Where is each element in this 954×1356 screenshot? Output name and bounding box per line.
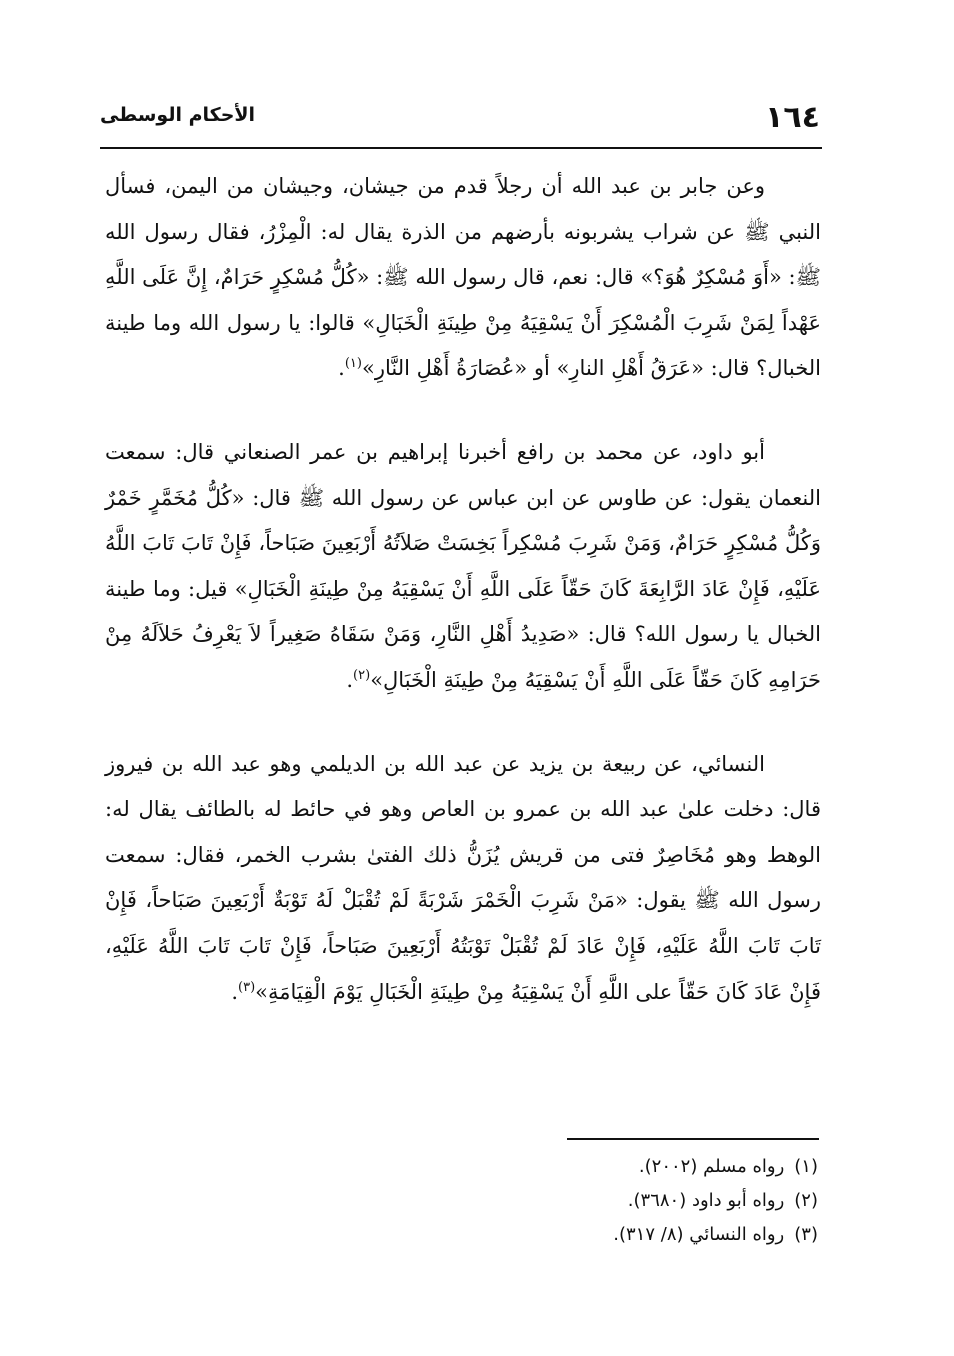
- footnote-item: [500, 1150, 818, 1184]
- footnote-reference: (٣): [238, 979, 256, 995]
- page-header: [100, 100, 820, 140]
- paragraph-abu-dawud-hadith: [105, 430, 821, 704]
- footnote-reference: (٢): [353, 667, 371, 683]
- paragraph-end: .: [231, 979, 238, 1004]
- footnote-number: (٣): [794, 1224, 818, 1245]
- footnote-item: [500, 1184, 818, 1218]
- footnote-text: رواه مسلم (٢٠٠٢).: [638, 1156, 785, 1177]
- paragraph-text: أبو داود، عن محمد بن رافع أخبرنا إبراهيم بن عمر الصنعاني قال: سمعت النعمان يقول: عن طاوس عن ابن عباس عن رسول الله ﷺ قال: «كُلُّ مُخَمَّرٍ خَمْرٌ وَكُلُّ مُسْكِرٍ حَرَامٌ، وَمَنْ شَرِبَ مُسْكِراً بَخِسَتْ صَلاَتُهُ أَرْبَعِينَ صَبَاحاً، فَإِنْ تَابَ تَابَ اللَّهُ عَلَيْهِ، فَإِنْ عَادَ الرَّابِعَةَ كَانَ حَقّاً عَلَى اللَّهِ أَنْ يَسْقِيَهُ مِنْ طِينَةِ الْخَبَالِ» قيل: وما طينة الخبال يا رسول الله؟ قال: «صَدِيدُ أَهْلِ النَّارِ، وَمَنْ سَقَاهُ صَغِيراً لاَ يَعْرِفُ حَلاَلَهُ مِنْ حَرَامِهِ كَانَ حَقّاً عَلَى اللَّهِ أَنْ يَسْقِيَهُ مِنْ طِينَةِ الْخَبَالِ»: [105, 439, 821, 692]
- paragraph-text: النسائي، عن ربيعة بن يزيد عن عبد الله بن الديلمي وهو عبد الله بن فيروز قال: دخلت علىٰ عبد الله بن عمرو بن العاص وهو في حائط له بالطائف يقال له: الوهط وهو مُخَاصِرٌ فتى من قريش يُزَنُّ ذلك الفتىٰ بشرب الخمر، فقال: سمعت رسول الله ﷺ يقول: «مَنْ شَرِبَ الْخَمْرَ شَرْبَةً لَمْ تُقْبَلْ لَهُ تَوْبَةٌ أَرْبَعِينَ صَبَاحاً، فَإِنْ تَابَ تَابَ اللَّهُ عَلَيْهِ، فَإِنْ عَادَ لَمْ تُقْبَلْ تَوْبَتُهُ أَرْبَعِينَ صَبَاحاً، فَإِنْ تَابَ تَابَ اللَّهُ عَلَيْهِ، فَإِنْ عَادَ كَانَ حَقّاً على اللَّهِ أَنْ يَسْقِيَهُ مِنْ طِينَةِ الْخَبَالِ يَوْمَ الْقِيَامَةِ»: [105, 751, 821, 1004]
- footnote-number: (١): [794, 1156, 818, 1177]
- header-divider: [100, 147, 822, 149]
- footnote-item: [500, 1218, 818, 1252]
- page-number: ١٦٤: [765, 100, 820, 135]
- footnote-divider: [567, 1138, 819, 1140]
- footnote-number: (٢): [794, 1190, 818, 1211]
- paragraph-text: وعن جابر بن عبد الله أن رجلاً قدم من جيشان، وجيشان من اليمن، فسأل النبي ﷺ عن شراب يشربونه بأرضهم من الذرة يقال له: الْمِزْرُ، فقال رسول الله ﷺ: «أَوَ مُسْكِرٌ هُوَ؟» قال: نعم، قال رسول الله ﷺ: «كُلُّ مُسْكِرٍ حَرَامٌ، إِنَّ عَلَى اللَّهِ عَهْداً لِمَنْ شَرِبَ الْمُسْكِرَ أَنْ يَسْقِيَهُ مِنْ طِينَةِ الْخَبَالِ» قالوا: يا رسول الله وما طينة الخبال؟ قال: «عَرَقُ أَهْلِ النارِ» أو «عُصَارَةُ أَهْلِ النَّارِ»: [105, 174, 821, 381]
- footnote-reference: (١): [344, 356, 362, 372]
- footnotes: [500, 1150, 818, 1252]
- paragraph-end: .: [346, 667, 354, 692]
- paragraph-nasai-hadith: [105, 742, 821, 1016]
- running-title: الأحكام الوسطى: [100, 104, 256, 126]
- paragraph-jabir-hadith: [105, 164, 821, 392]
- paragraph-end: .: [338, 356, 345, 381]
- footnote-text: رواه أبو داود (٣٦٨٠).: [627, 1190, 785, 1211]
- main-text: [105, 164, 821, 1015]
- footnote-text: رواه النسائي (٨/ ٣١٧).: [613, 1224, 785, 1245]
